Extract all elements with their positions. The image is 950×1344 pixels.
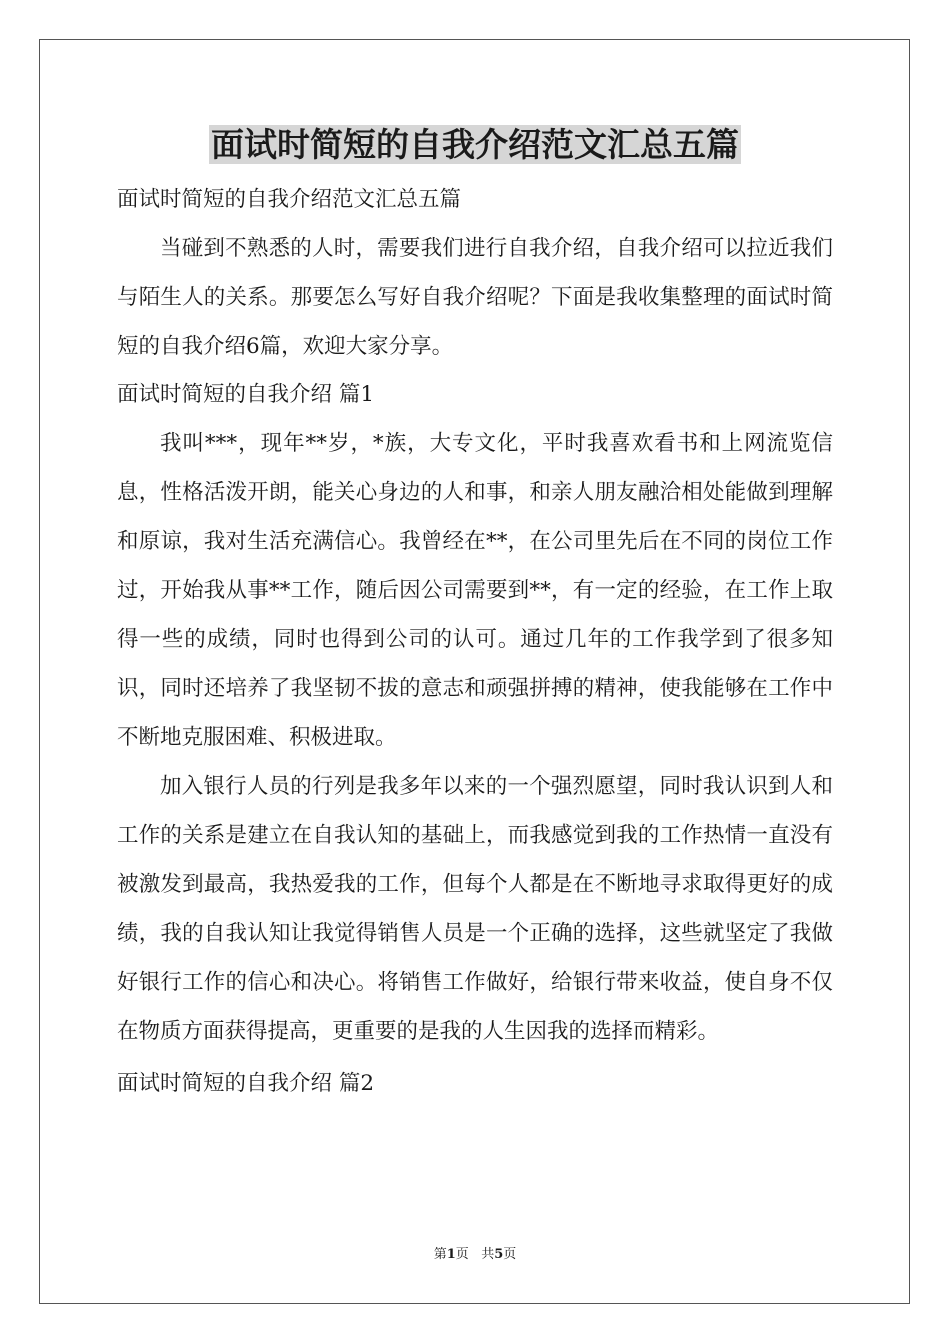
footer-page-suffix: 页 [455, 1247, 469, 1262]
section1-paragraph-2: 加入银行人员的行列是我多年以来的一个强烈愿望，同时我认识到人和工作的关系是建立在自我认知的基础上，而我感觉到我的工作热情一直没有被激发到最高，我热爱我的工作，但每个人都是在不断地寻求取得更好的成绩，我的自我认知让我觉得销售人员是一个正确的选择，这些就坚定了我做好银行工作的信心和决心。将销售工作做好，给银行带来收益，使自身不仅在物质方面获得提高，更重要的是我的人生因我的选择而精彩。 [117, 774, 833, 1044]
section-heading-1: 面试时简短的自我介绍 篇1 [117, 382, 375, 407]
section-heading-2: 面试时简短的自我介绍 篇2 [117, 1071, 375, 1096]
footer-page-prefix: 第 [433, 1247, 447, 1262]
page-footer [0, 1243, 950, 1262]
footer-page-number: 1 [446, 1247, 456, 1262]
footer-total-pages: 5 [494, 1247, 504, 1262]
footer-total-suffix: 页 [503, 1247, 517, 1262]
section1-paragraph-1: 我叫***，现年**岁，*族，大专文化，平时我喜欢看书和上网流览信息，性格活泼开朗，能关心身边的人和事，和亲人朋友融洽相处能做到理解和原谅，我对生活充满信心。我曾经在**，在公司里先后在不同的岗位工作过，开始我从事**工作，随后因公司需要到**，有一定的经验，在工作上取得一些的成绩，同时也得到公司的认可。通过几年的工作我学到了很多知识，同时还培养了我坚韧不拔的意志和顽强拼搏的精神，使我能够在工作中不断地克服困难、积极进取。 [117, 431, 833, 750]
document-subtitle: 面试时简短的自我介绍范文汇总五篇 [117, 187, 462, 212]
document-title-text: 面试时简短的自我介绍范文汇总五篇 [211, 125, 739, 164]
document-body [117, 176, 833, 1108]
footer-total-prefix: 共 [481, 1247, 495, 1262]
document-title [0, 121, 950, 169]
intro-paragraph: 当碰到不熟悉的人时，需要我们进行自我介绍，自我介绍可以拉近我们与陌生人的关系。那要怎么写好自我介绍呢？下面是我收集整理的面试时简短的自我介绍6篇，欢迎大家分享。 [117, 236, 833, 359]
